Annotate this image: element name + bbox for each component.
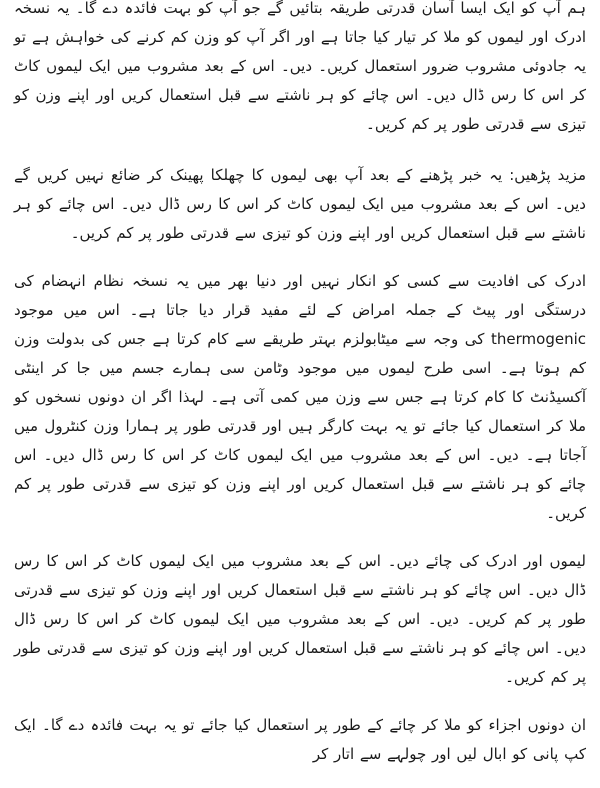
- paragraph-lemon-ginger-tea: لیموں اور ادرک کی چائے دیں۔ اس کے بعد مشروب میں ایک لیموں کاٹ کر اس کا رس ڈال دیں۔ اس چائے کو ہر ناشتے سے قبل استعمال کریں اور اپنے وزن کو تیزی سے قدرتی طور پر کم کریں۔ دیں۔ اس کے بعد مشروب میں ایک لیموں کاٹ کر اس کا رس ڈال دیں۔ اس چائے کو ہر ناشتے سے قبل استعمال کریں اور اپنے وزن کو تیزی سے قدرتی طور پر کم کریں۔: [14, 552, 586, 686]
- paragraph-intro: ہم آپ کو ایک ایسا آسان قدرتی طریقہ بتائیں گے جو آپ کو بہت فائدہ دے گا۔ یہ نسخہ ادرک اور لیموں کو ملا کر تیار کیا جاتا ہے اور اگر آپ کو وزن کم کرنے کی خواہش ہے تو یہ جادوئی مشروب ضرور استعمال کریں۔ دیں۔ اس کے بعد مشروب میں ایک لیموں کاٹ کر اس کا رس ڈال دیں۔ اس چائے کو ہر ناشتے سے قبل استعمال کریں اور اپنے وزن کو تیزی سے قدرتی طور پر کم کریں۔: [14, 0, 586, 133]
- paragraph-preparation: ان دونوں اجزاء کو ملا کر چائے کے طور پر استعمال کیا جائے تو یہ بہت فائدہ دے گا۔ ایک کپ پانی کو ابال لیں اور چولہے سے اتار کر: [14, 716, 586, 763]
- paragraph-ginger-benefits: ادرک کی افادیت سے کسی کو انکار نہیں اور دنیا بھر میں یہ نسخہ نظام انہضام کی درستگی اور پیٹ کے جملہ امراض کے لئے مفید قرار دیا جاتا ہے۔ اس میں موجود thermogenic کی وجہ سے میٹابولزم بہتر طریقے سے کام کرتا ہے جس کی بدولت وزن کم ہوتا ہے۔ اسی طرح لیموں میں موجود وٹامن سی ہمارے جسم میں جا کر اینٹی آکسیڈنٹ کا کام کرتا ہے جس سے وزن میں کمی آتی ہے۔ لہذا اگر ان دونوں نسخوں کو ملا کر استعمال کیا جائے تو یہ بہت کارگر ہیں اور قدرتی طور پر ہمارا وزن کنٹرول میں آجاتا ہے۔ دیں۔ اس کے بعد مشروب میں ایک لیموں کاٹ کر اس کا رس ڈال دیں۔ اس چائے کو ہر ناشتے سے قبل استعمال کریں اور اپنے وزن کو تیزی سے قدرتی طور پر کم کریں۔: [14, 272, 586, 522]
- article-body: [14, 0, 586, 788]
- paragraph-read-more: مزید پڑھیں: یہ خبر پڑھنے کے بعد آپ بھی لیموں کا چھلکا پھینک کر ضائع نہیں کریں گے دیں۔ اس کے بعد مشروب میں ایک لیموں کاٹ کر اس کا رس ڈال دیں۔ اس چائے کو ہر ناشتے سے قبل استعمال کریں اور اپنے وزن کو تیزی سے قدرتی طور پر کم کریں۔: [14, 166, 586, 242]
